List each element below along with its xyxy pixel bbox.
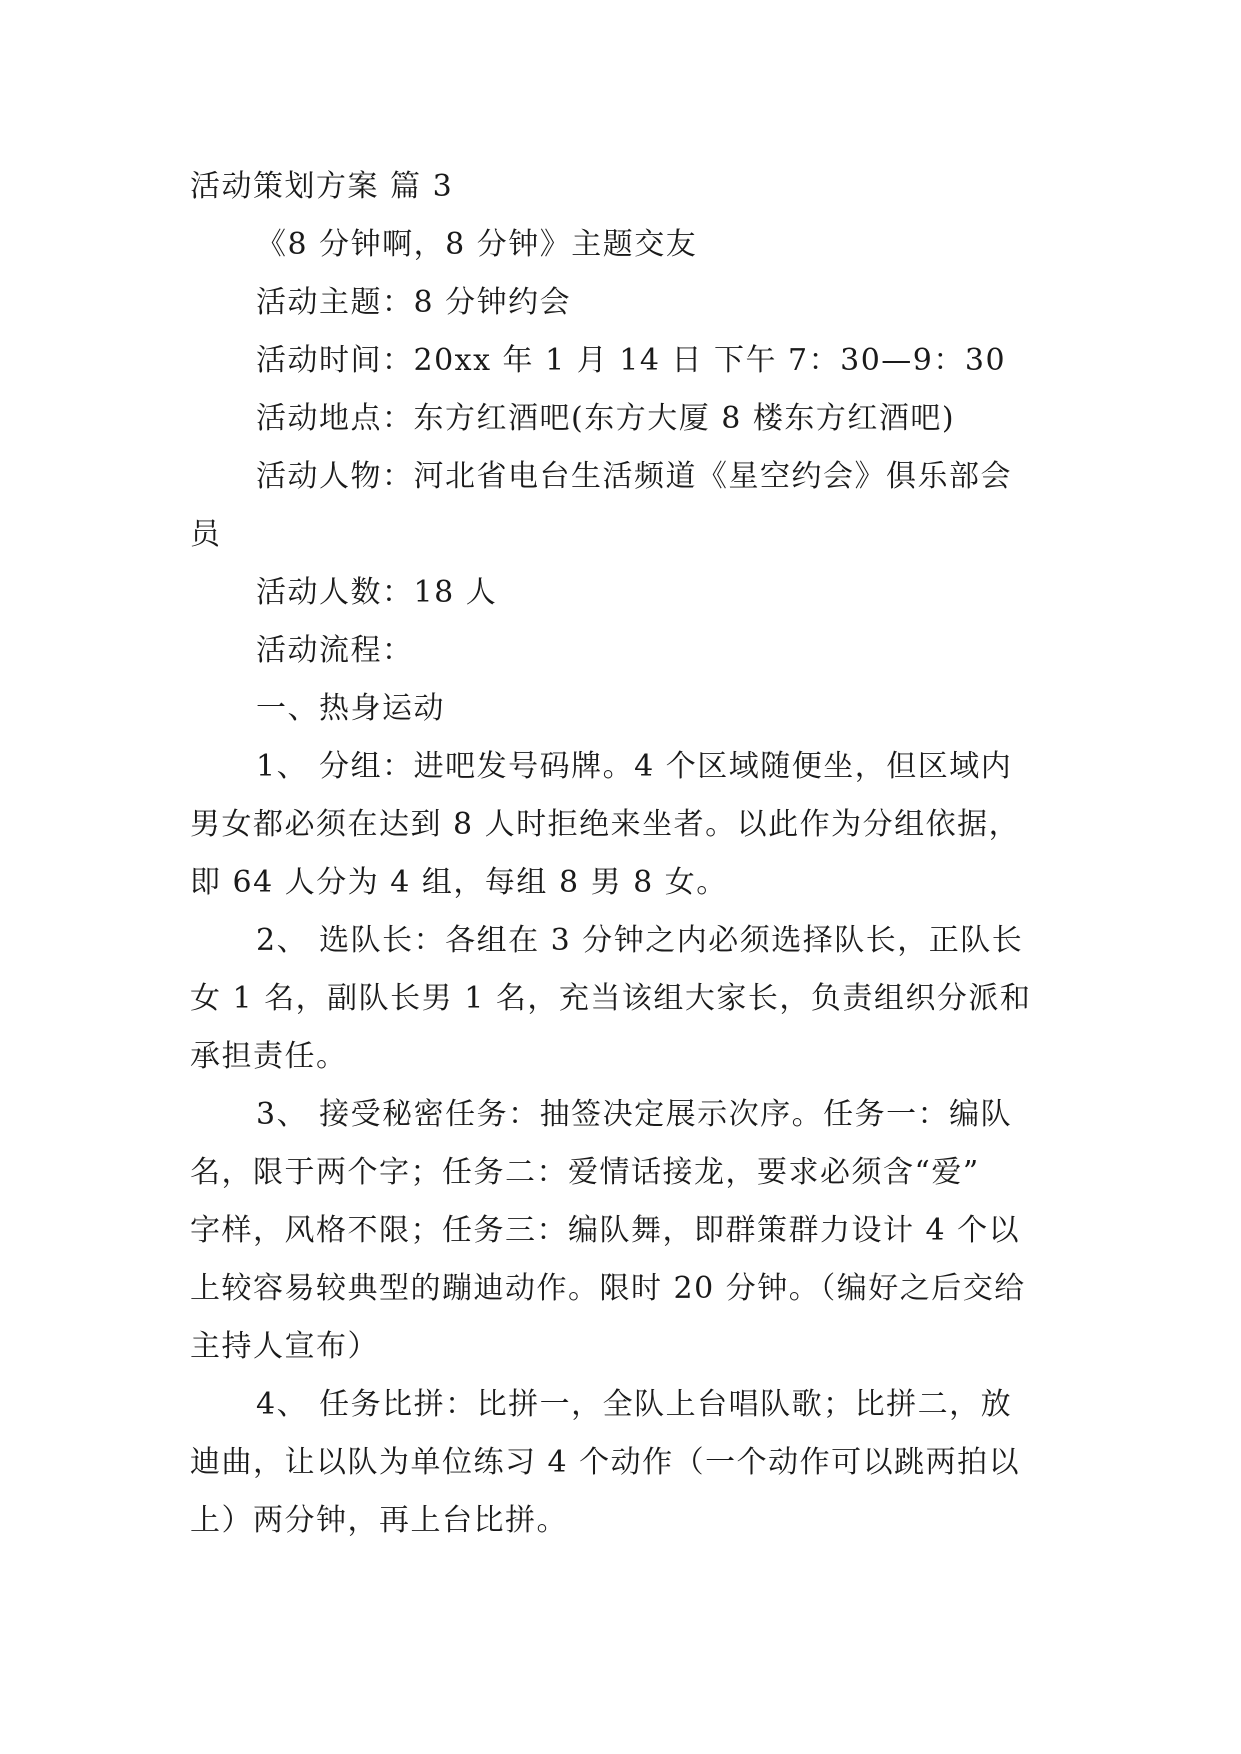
document-heading: 活动策划方案 篇 3 [190,169,454,204]
flow-item-line: 上）两分钟，再上台比拼。 [190,1503,568,1538]
activity-people-line: 活动人物：河北省电台生活频道《星空约会》俱乐部会 [256,459,1012,494]
flow-item-grouping [190,738,1050,912]
flow-item-line: 即 64 人分为 4 组，每组 8 男 8 女。 [190,865,728,900]
activity-people [190,448,1050,564]
activity-time: 活动时间：20xx 年 1 月 14 日 下午 7：30—9：30 [256,343,1007,378]
flow-item-line: 承担责任。 [190,1039,348,1074]
flow-item-secret-task [190,1086,1050,1376]
activity-location: 活动地点：东方红酒吧(东方大厦 8 楼东方红酒吧) [256,401,956,436]
flow-item-line: 男女都必须在达到 8 人时拒绝来坐者。以此作为分组依据， [190,807,1021,842]
activity-theme: 活动主题：8 分钟约会 [256,285,572,320]
flow-item-line: 1、 分组：进吧发号码牌。4 个区域随便坐，但区域内 [256,749,1013,784]
document-body [190,158,1050,1550]
flow-item-line: 迪曲，让以队为单位练习 4 个动作（一个动作可以跳两拍以 [190,1445,1021,1480]
flow-item-line: 2、 选队长：各组在 3 分钟之内必须选择队长，正队长 [256,923,1024,958]
activity-count: 活动人数：18 人 [256,575,498,610]
activity-flow-title: 活动流程： [256,633,414,668]
flow-item-line: 名，限于两个字；任务二：爱情话接龙，要求必须含“爱” [190,1155,980,1190]
activity-people-line: 员 [190,517,222,552]
flow-item-line: 女 1 名，副队长男 1 名，充当该组大家长，负责组织分派和 [190,981,1032,1016]
section-warmup-title: 一、热身运动 [256,691,445,726]
flow-item-line: 字样，风格不限；任务三：编队舞，即群策群力设计 4 个以 [190,1213,1021,1248]
flow-item-line: 4、 任务比拼：比拼一，全队上台唱队歌；比拼二，放 [256,1387,1013,1422]
flow-item-captain [190,912,1050,1086]
flow-item-line: 主持人宣布） [190,1329,379,1364]
flow-item-line: 3、 接受秘密任务：抽签决定展示次序。任务一：编队 [256,1097,1013,1132]
flow-item-competition [190,1376,1050,1550]
flow-item-line: 上较容易较典型的蹦迪动作。限时 20 分钟。（编好之后交给 [190,1271,1026,1306]
document-subtitle: 《8 分钟啊，8 分钟》主题交友 [256,227,698,262]
